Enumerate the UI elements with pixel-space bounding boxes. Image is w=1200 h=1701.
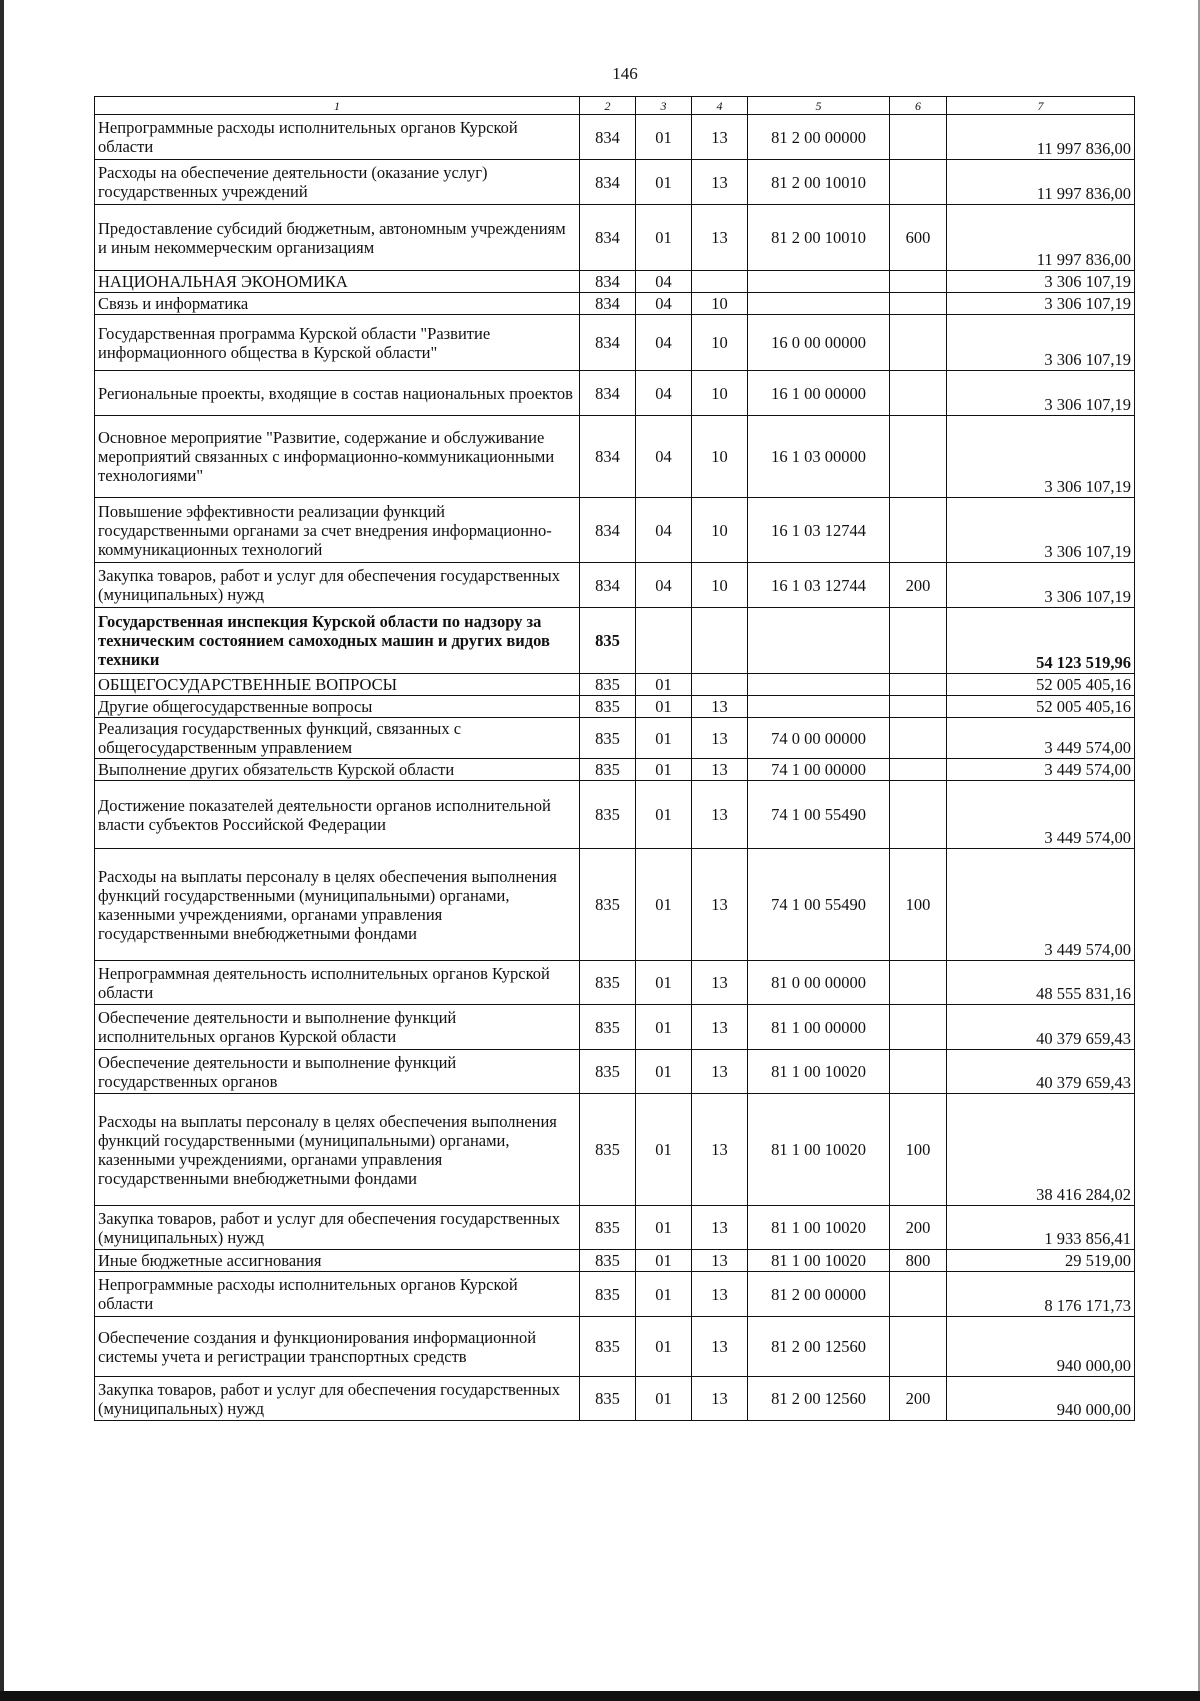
row-expense-type-cell — [890, 271, 947, 293]
table-row — [95, 1317, 1135, 1377]
row-target-article-cell: 16 1 03 00000 — [748, 416, 890, 498]
row-section-cell — [636, 608, 692, 674]
row-admin-code-cell: 835 — [580, 781, 636, 849]
row-name-cell: Непрограммные расходы исполнительных органов Курской области — [95, 1272, 580, 1317]
table-row — [95, 759, 1135, 781]
table-row — [95, 498, 1135, 563]
row-section-cell: 04 — [636, 271, 692, 293]
row-target-article-cell: 16 1 03 12744 — [748, 563, 890, 608]
row-target-article-cell: 74 0 00 00000 — [748, 718, 890, 759]
row-target-article-cell: 81 0 00 00000 — [748, 961, 890, 1005]
row-subsection-cell: 13 — [692, 1005, 748, 1050]
row-target-article-cell: 81 2 00 00000 — [748, 1272, 890, 1317]
row-admin-code-cell: 834 — [580, 115, 636, 160]
row-admin-code-cell: 835 — [580, 1272, 636, 1317]
row-name-cell: Выполнение других обязательств Курской области — [95, 759, 580, 781]
row-admin-code-cell: 835 — [580, 961, 636, 1005]
row-expense-type-cell — [890, 781, 947, 849]
row-amount-cell: 1 933 856,41 — [947, 1206, 1135, 1250]
row-name-cell: Достижение показателей деятельности органов исполнительной власти субъектов Российской Федерации — [95, 781, 580, 849]
row-expense-type-cell — [890, 1050, 947, 1094]
row-admin-code-cell: 835 — [580, 718, 636, 759]
row-admin-code-cell: 834 — [580, 293, 636, 315]
row-admin-code-cell: 835 — [580, 1206, 636, 1250]
row-section-cell: 01 — [636, 1050, 692, 1094]
row-subsection-cell: 13 — [692, 759, 748, 781]
row-section-cell: 01 — [636, 205, 692, 271]
row-subsection-cell: 13 — [692, 1206, 748, 1250]
row-admin-code-cell: 834 — [580, 271, 636, 293]
row-section-cell: 01 — [636, 1377, 692, 1421]
row-target-article-cell: 81 1 00 00000 — [748, 1005, 890, 1050]
table-row — [95, 1206, 1135, 1250]
row-amount-cell: 3 306 107,19 — [947, 315, 1135, 371]
row-name-cell: Иные бюджетные ассигнования — [95, 1250, 580, 1272]
row-amount-cell: 3 306 107,19 — [947, 498, 1135, 563]
row-target-article-cell: 16 1 00 00000 — [748, 371, 890, 416]
row-admin-code-cell: 834 — [580, 416, 636, 498]
row-section-cell: 01 — [636, 759, 692, 781]
row-subsection-cell: 13 — [692, 696, 748, 718]
row-subsection-cell — [692, 608, 748, 674]
row-admin-code-cell: 835 — [580, 696, 636, 718]
row-name-cell: Непрограммные расходы исполнительных органов Курской области — [95, 115, 580, 160]
row-amount-cell: 3 306 107,19 — [947, 271, 1135, 293]
table-row — [95, 371, 1135, 416]
row-expense-type-cell — [890, 160, 947, 205]
row-expense-type-cell — [890, 608, 947, 674]
row-expense-type-cell — [890, 718, 947, 759]
row-name-cell: Государственная программа Курской области "Развитие информационного общества в Курской области" — [95, 315, 580, 371]
row-subsection-cell: 13 — [692, 781, 748, 849]
row-name-cell: Закупка товаров, работ и услуг для обеспечения государственных (муниципальных) нужд — [95, 1377, 580, 1421]
row-name-cell: Предоставление субсидий бюджетным, автономным учреждениям и иным некоммерческим организациям — [95, 205, 580, 271]
row-admin-code-cell: 835 — [580, 674, 636, 696]
page-number: 146 — [612, 64, 638, 83]
table-row — [95, 1050, 1135, 1094]
row-section-cell: 01 — [636, 1272, 692, 1317]
row-target-article-cell: 81 1 00 10020 — [748, 1250, 890, 1272]
row-section-cell: 01 — [636, 160, 692, 205]
row-target-article-cell: 74 1 00 55490 — [748, 849, 890, 961]
row-section-cell: 01 — [636, 1094, 692, 1206]
row-subsection-cell: 13 — [692, 1094, 748, 1206]
row-target-article-cell: 81 1 00 10020 — [748, 1094, 890, 1206]
row-subsection-cell: 10 — [692, 498, 748, 563]
row-amount-cell: 3 449 574,00 — [947, 718, 1135, 759]
row-section-cell: 04 — [636, 563, 692, 608]
row-section-cell: 01 — [636, 1317, 692, 1377]
row-name-cell: НАЦИОНАЛЬНАЯ ЭКОНОМИКА — [95, 271, 580, 293]
row-target-article-cell — [748, 271, 890, 293]
row-amount-cell: 3 306 107,19 — [947, 293, 1135, 315]
row-subsection-cell: 13 — [692, 849, 748, 961]
row-amount-cell: 8 176 171,73 — [947, 1272, 1135, 1317]
row-expense-type-cell: 600 — [890, 205, 947, 271]
row-target-article-cell: 81 1 00 10020 — [748, 1206, 890, 1250]
row-name-cell: Расходы на обеспечение деятельности (оказание услуг) государственных учреждений — [95, 160, 580, 205]
row-admin-code-cell: 835 — [580, 1250, 636, 1272]
row-amount-cell: 3 449 574,00 — [947, 849, 1135, 961]
row-subsection-cell: 13 — [692, 1317, 748, 1377]
row-amount-cell: 3 306 107,19 — [947, 371, 1135, 416]
row-name-cell: Обеспечение деятельности и выполнение функций исполнительных органов Курской области — [95, 1005, 580, 1050]
row-section-cell: 01 — [636, 696, 692, 718]
row-name-cell: Обеспечение создания и функционирования информационной системы учета и регистрации транспортных средств — [95, 1317, 580, 1377]
budget-table — [94, 96, 1135, 1421]
table-row — [95, 160, 1135, 205]
table-row — [95, 1094, 1135, 1206]
row-amount-cell: 40 379 659,43 — [947, 1005, 1135, 1050]
row-target-article-cell: 81 2 00 00000 — [748, 115, 890, 160]
row-expense-type-cell — [890, 759, 947, 781]
row-expense-type-cell: 200 — [890, 563, 947, 608]
scan-left-edge — [0, 0, 4, 1701]
row-name-cell: Государственная инспекция Курской области по надзору за техническим состоянием самоходных машин и других видов техники — [95, 608, 580, 674]
row-admin-code-cell: 834 — [580, 160, 636, 205]
row-name-cell: Связь и информатика — [95, 293, 580, 315]
table-row — [95, 205, 1135, 271]
row-section-cell: 01 — [636, 1005, 692, 1050]
table-row — [95, 608, 1135, 674]
row-admin-code-cell: 834 — [580, 498, 636, 563]
table-row — [95, 271, 1135, 293]
row-section-cell: 04 — [636, 315, 692, 371]
row-expense-type-cell — [890, 315, 947, 371]
row-name-cell: Обеспечение деятельности и выполнение функций государственных органов — [95, 1050, 580, 1094]
row-subsection-cell — [692, 271, 748, 293]
row-target-article-cell — [748, 674, 890, 696]
row-admin-code-cell: 835 — [580, 1050, 636, 1094]
row-subsection-cell: 10 — [692, 315, 748, 371]
row-name-cell: Региональные проекты, входящие в состав национальных проектов — [95, 371, 580, 416]
row-expense-type-cell: 200 — [890, 1377, 947, 1421]
row-amount-cell: 52 005 405,16 — [947, 696, 1135, 718]
scan-bottom-edge — [0, 1691, 1200, 1701]
row-amount-cell: 54 123 519,96 — [947, 608, 1135, 674]
row-expense-type-cell: 800 — [890, 1250, 947, 1272]
row-section-cell: 01 — [636, 1250, 692, 1272]
table-row — [95, 416, 1135, 498]
row-expense-type-cell: 100 — [890, 1094, 947, 1206]
row-admin-code-cell: 835 — [580, 1317, 636, 1377]
row-expense-type-cell — [890, 674, 947, 696]
row-target-article-cell: 81 2 00 12560 — [748, 1377, 890, 1421]
row-subsection-cell: 10 — [692, 293, 748, 315]
row-name-cell: ОБЩЕГОСУДАРСТВЕННЫЕ ВОПРОСЫ — [95, 674, 580, 696]
table-row — [95, 961, 1135, 1005]
row-expense-type-cell — [890, 1317, 947, 1377]
row-admin-code-cell: 835 — [580, 1005, 636, 1050]
row-subsection-cell: 13 — [692, 160, 748, 205]
row-amount-cell: 40 379 659,43 — [947, 1050, 1135, 1094]
row-amount-cell: 3 449 574,00 — [947, 781, 1135, 849]
row-amount-cell: 11 997 836,00 — [947, 160, 1135, 205]
row-section-cell: 01 — [636, 849, 692, 961]
row-expense-type-cell — [890, 1272, 947, 1317]
row-name-cell: Непрограммная деятельность исполнительных органов Курской области — [95, 961, 580, 1005]
row-admin-code-cell: 834 — [580, 371, 636, 416]
row-expense-type-cell: 200 — [890, 1206, 947, 1250]
row-name-cell: Расходы на выплаты персоналу в целях обеспечения выполнения функций государственными (муниципальными) органами, казенными учреждениями, органами управления государственными внебюджетными фондами — [95, 1094, 580, 1206]
row-amount-cell: 29 519,00 — [947, 1250, 1135, 1272]
row-amount-cell: 11 997 836,00 — [947, 115, 1135, 160]
row-subsection-cell: 13 — [692, 115, 748, 160]
row-subsection-cell: 10 — [692, 416, 748, 498]
row-name-cell: Закупка товаров, работ и услуг для обеспечения государственных (муниципальных) нужд — [95, 1206, 580, 1250]
row-admin-code-cell: 835 — [580, 1377, 636, 1421]
row-admin-code-cell: 834 — [580, 205, 636, 271]
table-row — [95, 849, 1135, 961]
table-row — [95, 674, 1135, 696]
row-target-article-cell: 81 2 00 12560 — [748, 1317, 890, 1377]
row-amount-cell: 3 306 107,19 — [947, 416, 1135, 498]
row-amount-cell: 940 000,00 — [947, 1377, 1135, 1421]
row-admin-code-cell: 835 — [580, 608, 636, 674]
row-name-cell: Другие общегосударственные вопросы — [95, 696, 580, 718]
row-name-cell: Повышение эффективности реализации функций государственными органами за счет внедрения информационно-коммуникационных технологий — [95, 498, 580, 563]
row-section-cell: 01 — [636, 961, 692, 1005]
table-row — [95, 1377, 1135, 1421]
row-subsection-cell: 10 — [692, 371, 748, 416]
row-amount-cell: 3 306 107,19 — [947, 563, 1135, 608]
row-name-cell: Закупка товаров, работ и услуг для обеспечения государственных (муниципальных) нужд — [95, 563, 580, 608]
header-cell: 2 — [580, 97, 636, 115]
row-amount-cell: 52 005 405,16 — [947, 674, 1135, 696]
header-cell: 4 — [692, 97, 748, 115]
row-target-article-cell: 16 0 00 00000 — [748, 315, 890, 371]
row-target-article-cell: 81 2 00 10010 — [748, 160, 890, 205]
table-row — [95, 563, 1135, 608]
row-amount-cell: 48 555 831,16 — [947, 961, 1135, 1005]
row-section-cell: 04 — [636, 293, 692, 315]
row-subsection-cell: 13 — [692, 1377, 748, 1421]
row-admin-code-cell: 834 — [580, 563, 636, 608]
row-expense-type-cell — [890, 961, 947, 1005]
row-target-article-cell: 16 1 03 12744 — [748, 498, 890, 563]
header-cell: 7 — [947, 97, 1135, 115]
row-target-article-cell — [748, 293, 890, 315]
row-target-article-cell: 81 2 00 10010 — [748, 205, 890, 271]
row-admin-code-cell: 835 — [580, 759, 636, 781]
row-section-cell: 04 — [636, 371, 692, 416]
row-section-cell: 01 — [636, 115, 692, 160]
table-row — [95, 115, 1135, 160]
table-row — [95, 1272, 1135, 1317]
row-target-article-cell: 81 1 00 10020 — [748, 1050, 890, 1094]
row-section-cell: 04 — [636, 416, 692, 498]
row-expense-type-cell — [890, 115, 947, 160]
table-header-row — [95, 97, 1135, 115]
row-amount-cell: 11 997 836,00 — [947, 205, 1135, 271]
table-row — [95, 1250, 1135, 1272]
table-row — [95, 1005, 1135, 1050]
row-expense-type-cell — [890, 696, 947, 718]
row-name-cell: Реализация государственных функций, связанных с общегосударственным управлением — [95, 718, 580, 759]
row-target-article-cell — [748, 696, 890, 718]
table-row — [95, 781, 1135, 849]
row-name-cell: Расходы на выплаты персоналу в целях обеспечения выполнения функций государственными (муниципальными) органами, казенными учреждениями, органами управления государственными внебюджетными фондами — [95, 849, 580, 961]
row-expense-type-cell — [890, 293, 947, 315]
row-amount-cell: 940 000,00 — [947, 1317, 1135, 1377]
row-target-article-cell: 74 1 00 55490 — [748, 781, 890, 849]
row-section-cell: 04 — [636, 498, 692, 563]
table-row — [95, 315, 1135, 371]
row-section-cell: 01 — [636, 781, 692, 849]
row-expense-type-cell — [890, 498, 947, 563]
header-cell: 1 — [95, 97, 580, 115]
row-name-cell: Основное мероприятие "Развитие, содержание и обслуживание мероприятий связанных с информационно-коммуникационными технологиями" — [95, 416, 580, 498]
row-expense-type-cell — [890, 1005, 947, 1050]
row-amount-cell: 38 416 284,02 — [947, 1094, 1135, 1206]
row-section-cell: 01 — [636, 674, 692, 696]
row-subsection-cell: 13 — [692, 1272, 748, 1317]
row-subsection-cell: 10 — [692, 563, 748, 608]
row-subsection-cell — [692, 674, 748, 696]
header-cell: 3 — [636, 97, 692, 115]
header-cell: 5 — [748, 97, 890, 115]
row-admin-code-cell: 834 — [580, 315, 636, 371]
row-target-article-cell: 74 1 00 00000 — [748, 759, 890, 781]
row-expense-type-cell — [890, 371, 947, 416]
row-section-cell: 01 — [636, 1206, 692, 1250]
row-subsection-cell: 13 — [692, 961, 748, 1005]
row-admin-code-cell: 835 — [580, 1094, 636, 1206]
table-row — [95, 718, 1135, 759]
row-subsection-cell: 13 — [692, 718, 748, 759]
row-subsection-cell: 13 — [692, 1050, 748, 1094]
row-amount-cell: 3 449 574,00 — [947, 759, 1135, 781]
row-subsection-cell: 13 — [692, 205, 748, 271]
row-section-cell: 01 — [636, 718, 692, 759]
row-subsection-cell: 13 — [692, 1250, 748, 1272]
row-expense-type-cell: 100 — [890, 849, 947, 961]
table-row — [95, 293, 1135, 315]
table-row — [95, 696, 1135, 718]
row-admin-code-cell: 835 — [580, 849, 636, 961]
row-expense-type-cell — [890, 416, 947, 498]
header-cell: 6 — [890, 97, 947, 115]
row-target-article-cell — [748, 608, 890, 674]
